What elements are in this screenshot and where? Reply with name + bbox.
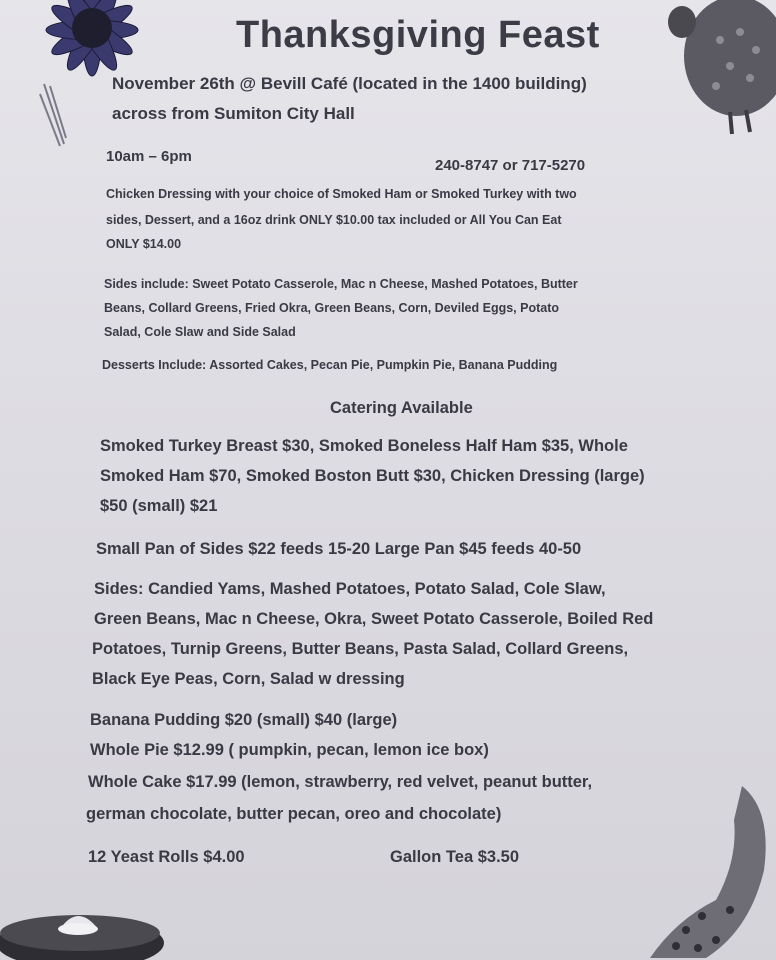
pans-line: Small Pan of Sides $22 feeds 15-20 Large Pan $45 feeds 40-50 bbox=[96, 540, 582, 558]
sides-line: Salad, Cole Slaw and Side Salad bbox=[104, 325, 296, 339]
desserts-line: Desserts Include: Assorted Cakes, Pecan Pie, Pumpkin Pie, Banana Pudding bbox=[102, 358, 558, 372]
flyer-title: Thanksgiving Feast bbox=[236, 14, 600, 56]
meal-line: sides, Dessert, and a 16oz drink ONLY $10.00 tax included or All You Can Eat bbox=[106, 213, 562, 227]
event-hours: 10am – 6pm bbox=[106, 148, 192, 165]
sides-line: Beans, Collard Greens, Fried Okra, Green Beans, Corn, Deviled Eggs, Potato bbox=[104, 301, 559, 315]
dessert-price-line: Whole Pie $12.99 ( pumpkin, pecan, lemon ice box) bbox=[90, 741, 489, 759]
catering-sides-line: Potatoes, Turnip Greens, Butter Beans, Pasta Salad, Collard Greens, bbox=[92, 640, 629, 658]
event-location-detail: across from Sumiton City Hall bbox=[112, 104, 355, 123]
meal-line: Chicken Dressing with your choice of Smoked Ham or Smoked Turkey with two bbox=[106, 187, 577, 201]
catering-sides-line: Black Eye Peas, Corn, Salad w dressing bbox=[92, 670, 405, 688]
rolls-price: 12 Yeast Rolls $4.00 bbox=[88, 848, 245, 866]
catering-sides-line: Sides: Candied Yams, Mashed Potatoes, Potato Salad, Cole Slaw, bbox=[94, 580, 606, 598]
catering-heading: Catering Available bbox=[330, 399, 473, 417]
dessert-price-line: german chocolate, butter pecan, oreo and chocolate) bbox=[86, 805, 502, 823]
catering-line: Smoked Turkey Breast $30, Smoked Boneless Half Ham $35, Whole bbox=[100, 437, 628, 455]
wheat-icon bbox=[36, 80, 76, 150]
dessert-price-line: Banana Pudding $20 (small) $40 (large) bbox=[90, 711, 398, 729]
meal-line: ONLY $14.00 bbox=[106, 237, 182, 251]
tea-price: Gallon Tea $3.50 bbox=[390, 848, 520, 866]
phone-numbers: 240-8747 or 717-5270 bbox=[435, 157, 586, 174]
event-date-location: November 26th @ Bevill Café (located in the 1400 building) bbox=[112, 74, 587, 93]
sides-line: Sides include: Sweet Potato Casserole, Mac n Cheese, Mashed Potatoes, Butter bbox=[104, 277, 578, 291]
pie-icon bbox=[0, 895, 170, 960]
turkey-tail-icon bbox=[646, 780, 776, 960]
catering-line: $50 (small) $21 bbox=[100, 497, 218, 515]
turkey-icon bbox=[660, 0, 776, 140]
catering-line: Smoked Ham $70, Smoked Boston Butt $30, Chicken Dressing (large) bbox=[100, 467, 645, 485]
catering-sides-line: Green Beans, Mac n Cheese, Okra, Sweet Potato Casserole, Boiled Red bbox=[94, 610, 654, 628]
dessert-price-line: Whole Cake $17.99 (lemon, strawberry, red velvet, peanut butter, bbox=[88, 773, 593, 791]
